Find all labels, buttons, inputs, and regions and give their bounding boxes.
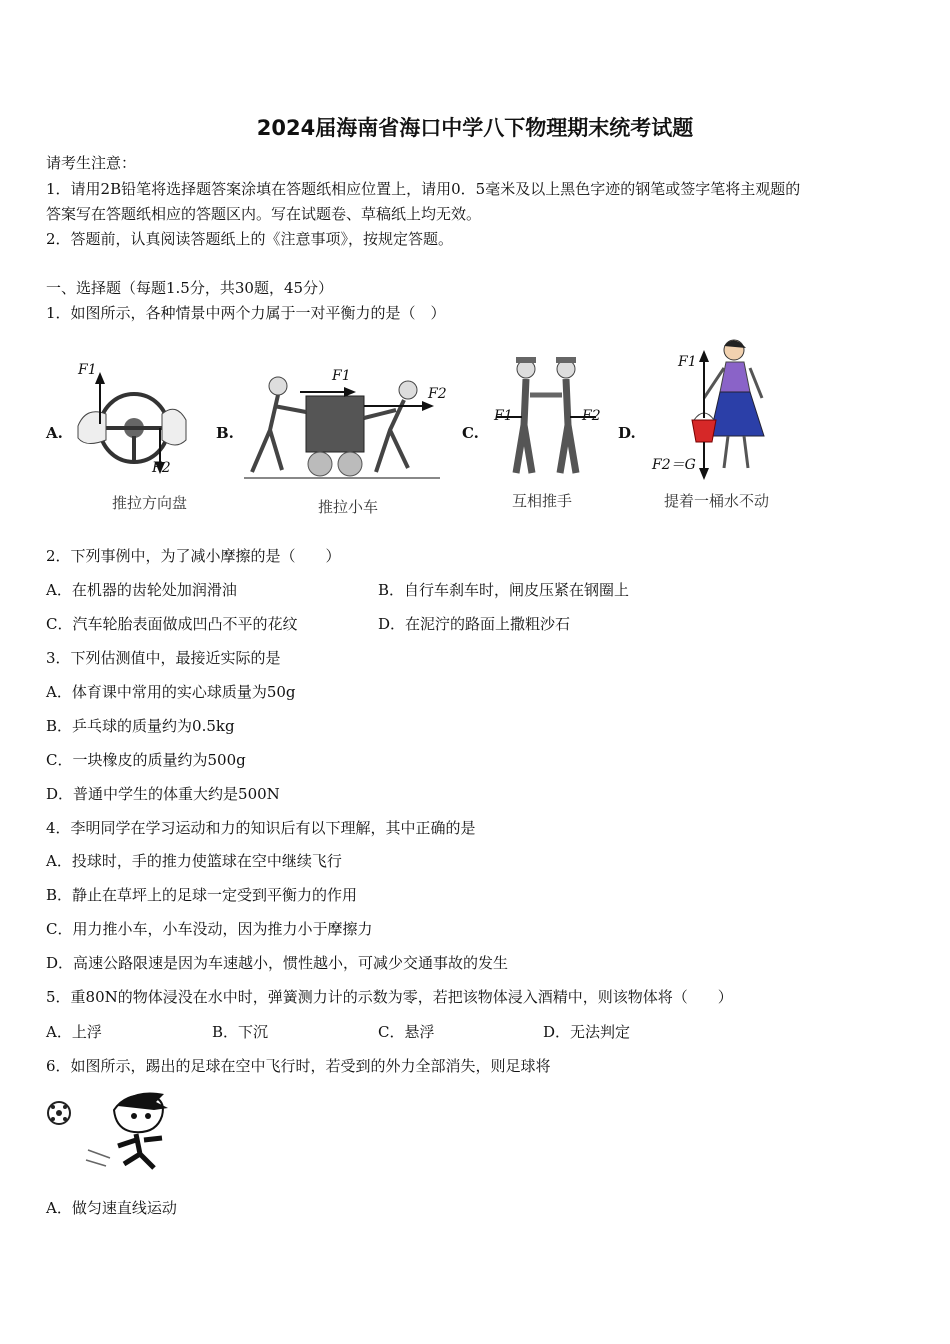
q1-c-f1-label: F1 <box>494 408 513 424</box>
q1-a-caption: 推拉方向盘 <box>112 494 188 512</box>
question-1-stem: 1．如图所示，各种情景中两个力属于一对平衡力的是（ ） <box>46 304 446 322</box>
q5-option-d: D．无法判定 <box>543 1023 631 1041</box>
question-6-stem: 6．如图所示，踢出的足球在空中飞行时，若受到的外力全部消失，则足球将 <box>46 1057 551 1075</box>
notice-item-2: 2．答题前，认真阅读答题纸上的《注意事项》，按规定答题。 <box>46 230 454 248</box>
q4-option-a: A．投球时，手的推力使篮球在空中继续飞行 <box>46 852 342 870</box>
question-5-stem: 5．重80N的物体浸没在水中时，弹簧测力计的示数为零，若把该物体浸入酒精中，则该物体将（ ） <box>46 988 733 1006</box>
q1-d-f2-label: F2＝G <box>652 457 696 473</box>
q1-d-caption: 提着一桶水不动 <box>664 492 770 510</box>
q4-option-d: D．高速公路限速是因为车速越小，惯性越小，可减少交通事故的发生 <box>46 954 509 972</box>
q3-option-d: D．普通中学生的体重大约是500N <box>46 785 280 803</box>
q5-option-c: C．悬浮 <box>378 1023 435 1041</box>
question-2-stem: 2．下列事例中，为了减小摩擦的是（ ） <box>46 547 341 565</box>
q1-c-caption: 互相推手 <box>512 492 573 510</box>
q2-option-c: C．汽车轮胎表面做成凹凸不平的花纹 <box>46 615 298 633</box>
q1-option-c-letter: C. <box>462 424 479 442</box>
q1-option-d-letter: D. <box>618 424 636 442</box>
q2-option-b: B．自行车刹车时，闸皮压紧在钢圈上 <box>378 581 630 599</box>
q2-option-a: A．在机器的齿轮处加润滑油 <box>46 581 237 599</box>
q4-option-b: B．静止在草坪上的足球一定受到平衡力的作用 <box>46 886 358 904</box>
notice-heading: 请考生注意： <box>46 154 137 172</box>
q3-option-a: A．体育课中常用的实心球质量为50g <box>46 683 296 701</box>
q1-a-f1-label: F1 <box>78 362 97 378</box>
q5-option-b: B．下沉 <box>212 1023 269 1041</box>
question-3-stem: 3．下列估测值中，最接近实际的是 <box>46 649 281 667</box>
q1-d-f1-label: F1 <box>678 354 697 370</box>
q1-b-f1-label: F1 <box>332 368 351 384</box>
q1-a-f2-label: F2 <box>152 460 171 476</box>
notice-item-1-line-1: 1．请用2B铅笔将选择题答案涂填在答题纸相应位置上，请用0．5毫米及以上黑色字迹的钢笔或签字笔将主观题的 <box>46 180 801 198</box>
q4-option-c: C．用力推小车，小车没动，因为推力小于摩擦力 <box>46 920 373 938</box>
q1-option-b-letter: B. <box>216 424 234 442</box>
page-title: 2024届海南省海口中学八下物理期末统考试题 <box>256 116 694 140</box>
q5-option-a: A．上浮 <box>46 1023 102 1041</box>
q1-b-f2-label: F2 <box>428 386 447 402</box>
q3-option-c: C．一块橡皮的质量约为500g <box>46 751 246 769</box>
q3-option-b: B．乒乓球的质量约为0.5kg <box>46 717 235 735</box>
notice-item-1-line-2: 答案写在答题纸相应的答题区内。写在试题卷、草稿纸上均无效。 <box>46 205 482 223</box>
question-4-stem: 4．李明同学在学习运动和力的知识后有以下理解，其中正确的是 <box>46 819 476 837</box>
kicking-football-figure <box>44 1088 179 1183</box>
q1-c-f2-label: F2 <box>582 408 601 424</box>
section-heading: 一、选择题（每题1.5分，共30题，45分） <box>46 279 334 297</box>
q6-option-a: A．做匀速直线运动 <box>46 1199 177 1217</box>
q1-option-a-letter: A. <box>46 424 63 442</box>
q1-b-caption: 推拉小车 <box>318 498 379 516</box>
q2-option-d: D．在泥泞的路面上撒粗沙石 <box>378 615 571 633</box>
